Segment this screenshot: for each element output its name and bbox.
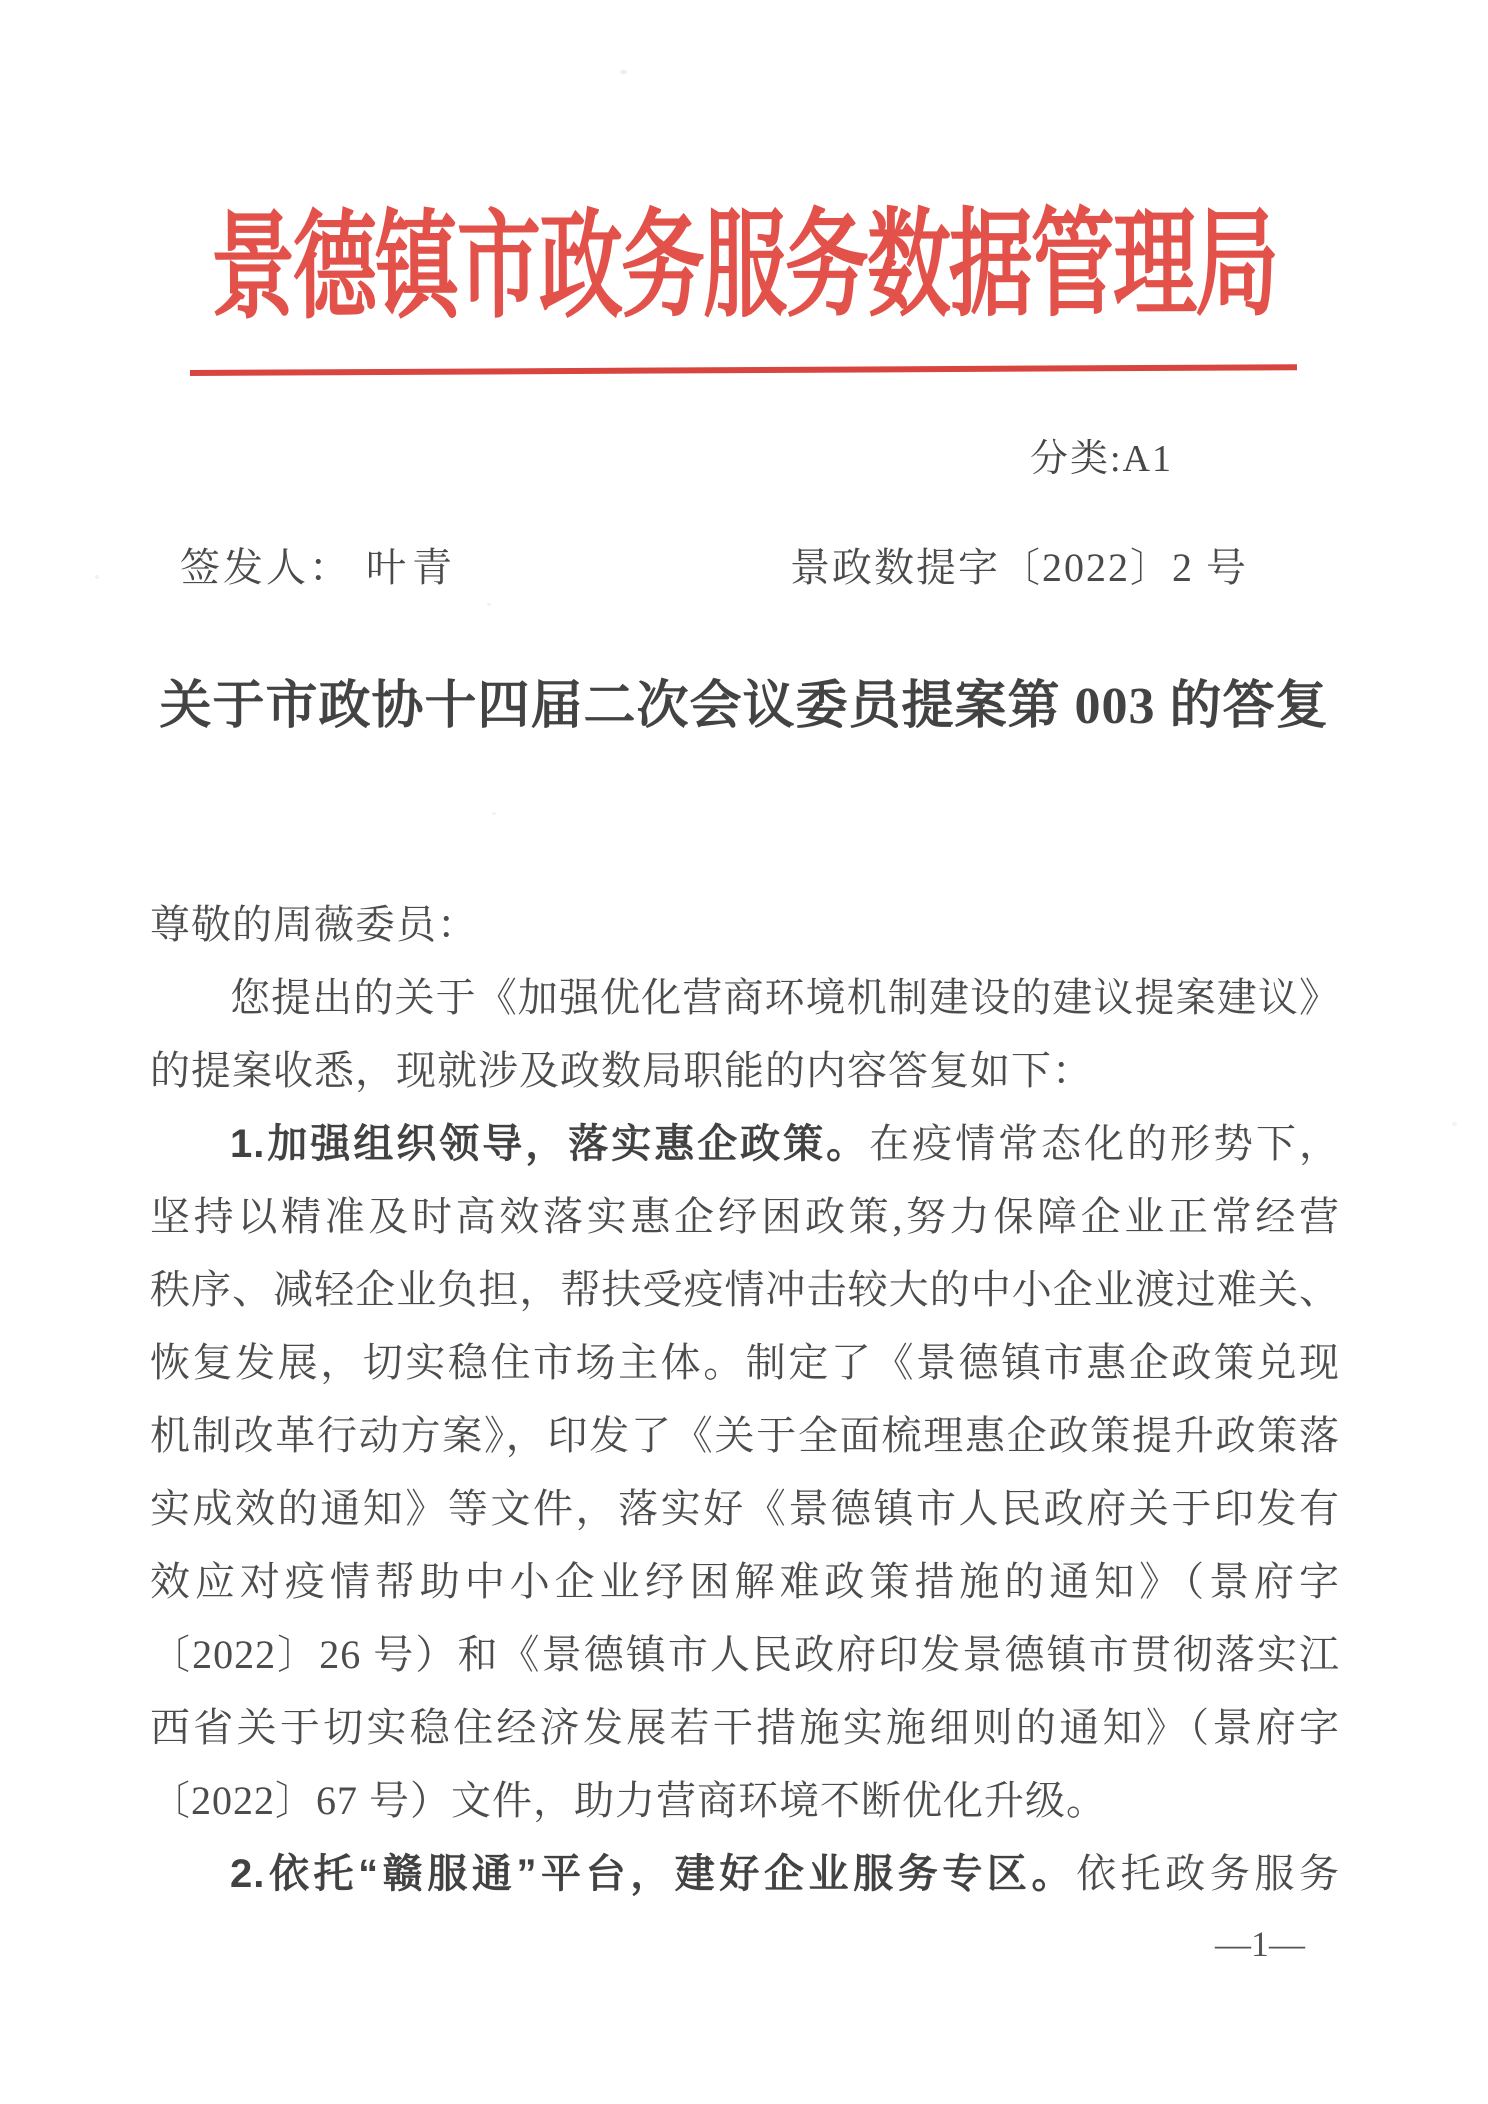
body-line [150, 961, 1340, 1034]
classification-label: 分类:A1 [1030, 438, 1174, 480]
body-line-text: 西省关于切实稳住经济发展若干措施实施细则的通知》（景府字 [150, 1705, 1340, 1750]
body-line [150, 1764, 1340, 1837]
issuer-label: 签发人： [180, 545, 352, 590]
body-line [150, 1107, 1340, 1180]
body-line-text: 实成效的通知》等文件，落实好《景德镇市人民政府关于印发有 [150, 1486, 1340, 1531]
scan-speckle [492, 812, 496, 815]
bold-run-in-heading: 2.依托“赣服通”平台，建好企业服务专区。 [230, 1852, 1077, 1896]
scan-speckle [1452, 1122, 1457, 1126]
document-title: 关于市政协十四届二次会议委员提案第 003 的答复 [159, 678, 1329, 735]
body-line-text: 坚持以精准及时高效落实惠企纾困政策,努力保障企业正常经营 [150, 1194, 1340, 1239]
body-line-text: 机制改革行动方案》，印发了《关于全面梳理惠企政策提升政策落 [150, 1413, 1340, 1458]
body-line [150, 1326, 1340, 1399]
body-line-text: 在疫情常态化的形势下， [869, 1121, 1341, 1166]
body-line-text: 秩序、减轻企业负担，帮扶受疫情冲击较大的中小企业渡过难关、 [150, 1267, 1340, 1312]
body-line [150, 1545, 1340, 1618]
agency-letterhead-title: 景德镇市政务服务数据管理局 [210, 200, 1278, 335]
document-number: 景政数提字〔2022〕2 号 [790, 545, 1248, 590]
letterhead-separator-line [190, 364, 1297, 376]
bold-run-in-heading: 1.加强组织领导，落实惠企政策。 [230, 1122, 870, 1166]
scan-speckle [620, 70, 627, 74]
body-line [150, 1034, 1340, 1107]
body-line [150, 1399, 1340, 1472]
scan-speckle [95, 575, 99, 579]
body-line-text: 尊敬的周薇委员： [150, 902, 478, 947]
body-line-text: 〔2022〕67 号）文件，助力营商环境不断优化升级。 [150, 1778, 1107, 1823]
body-line [150, 1253, 1340, 1326]
body-line-text: 〔2022〕26 号）和《景德镇市人民政府印发景德镇市贯彻落实江 [150, 1632, 1340, 1677]
issuer-name: 叶青 [366, 545, 458, 590]
page-number: —1— [1215, 1924, 1305, 1964]
body-line-text: 依托政务服务 [1076, 1851, 1341, 1896]
body-line-text: 的提案收悉，现就涉及政数局职能的内容答复如下： [150, 1048, 1093, 1093]
body-line [150, 1691, 1340, 1764]
body-line-text: 您提出的关于《加强优化营商环境机制建设的建议提案建议》 [230, 975, 1340, 1020]
body-line [150, 888, 1340, 961]
body-line [150, 1472, 1340, 1545]
body-line-text: 效应对疫情帮助中小企业纾困解难政策措施的通知》（景府字 [150, 1559, 1340, 1604]
body-line [150, 1180, 1340, 1253]
body-line [150, 1618, 1340, 1691]
issuer-block [180, 544, 458, 592]
body-line-text: 恢复发展，切实稳住市场主体。制定了《景德镇市惠企政策兑现 [150, 1340, 1340, 1385]
issuer-row [180, 544, 1248, 592]
scan-speckle [487, 603, 491, 606]
body-text [150, 888, 1340, 1910]
body-line [150, 1837, 1340, 1910]
